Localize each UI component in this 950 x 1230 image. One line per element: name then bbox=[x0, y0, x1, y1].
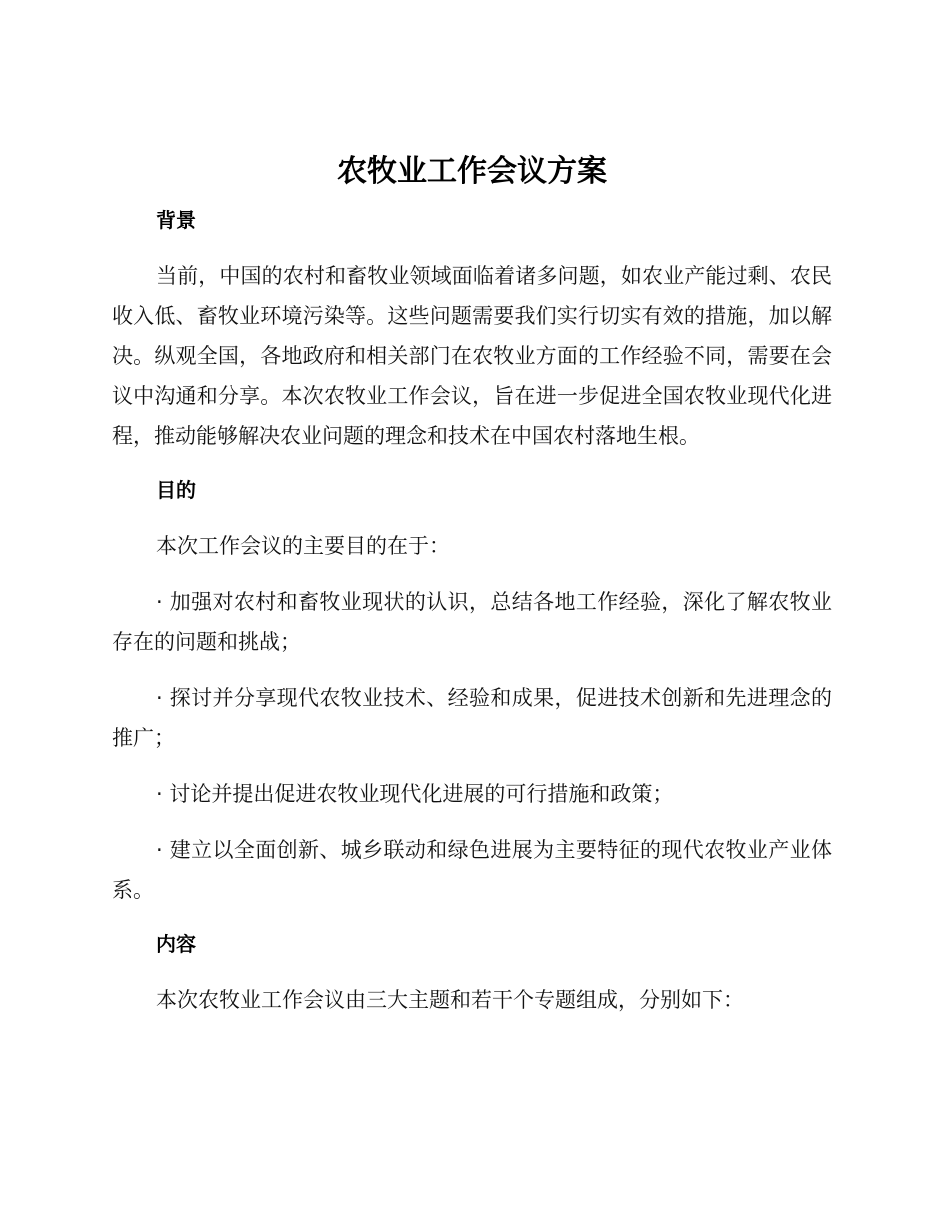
background-paragraph: 当前，中国的农村和畜牧业领域面临着诸多问题，如农业产能过剩、农民收入低、畜牧业环境污染等。这些问题需要我们实行切实有效的措施，加以解决。纵观全国，各地政府和相关部门在农牧业方面的工作经验不同，需要在会议中沟通和分享。本次农牧业工作会议，旨在进一步促进全国农牧业现代化进程，推动能够解决农业问题的理念和技术在中国农村落地生根。 bbox=[112, 264, 832, 448]
purpose-bullet-2: · 探讨并分享现代农牧业技术、经验和成果，促进技术创新和先进理念的推广； bbox=[112, 686, 832, 750]
spacer bbox=[112, 662, 832, 678]
spacer bbox=[112, 504, 832, 526]
purpose-bullet-1: · 加强对农村和畜牧业现状的认识，总结各地工作经验，深化了解农牧业存在的问题和挑战； bbox=[112, 590, 832, 654]
spacer bbox=[112, 958, 832, 980]
section-heading-purpose: 目的 bbox=[156, 478, 196, 502]
spacer bbox=[112, 910, 832, 930]
content-intro: 本次农牧业工作会议由三大主题和若干个专题组成，分别如下： bbox=[156, 988, 744, 1012]
spacer bbox=[112, 814, 832, 830]
spacer bbox=[112, 456, 832, 476]
purpose-bullet-3: · 讨论并提出促进农牧业现代化进展的可行措施和政策； bbox=[156, 782, 674, 806]
spacer bbox=[112, 758, 832, 774]
section-heading-content: 内容 bbox=[156, 932, 196, 956]
spacer bbox=[112, 234, 832, 256]
section-heading-background: 背景 bbox=[156, 208, 196, 232]
document-body bbox=[112, 150, 832, 1020]
purpose-intro: 本次工作会议的主要目的在于： bbox=[156, 534, 450, 558]
spacer bbox=[112, 566, 832, 582]
spacer bbox=[112, 194, 832, 206]
document-title: 农牧业工作会议方案 bbox=[337, 154, 607, 189]
purpose-bullet-4: · 建立以全面创新、城乡联动和绿色进展为主要特征的现代农牧业产业体系。 bbox=[112, 838, 832, 902]
